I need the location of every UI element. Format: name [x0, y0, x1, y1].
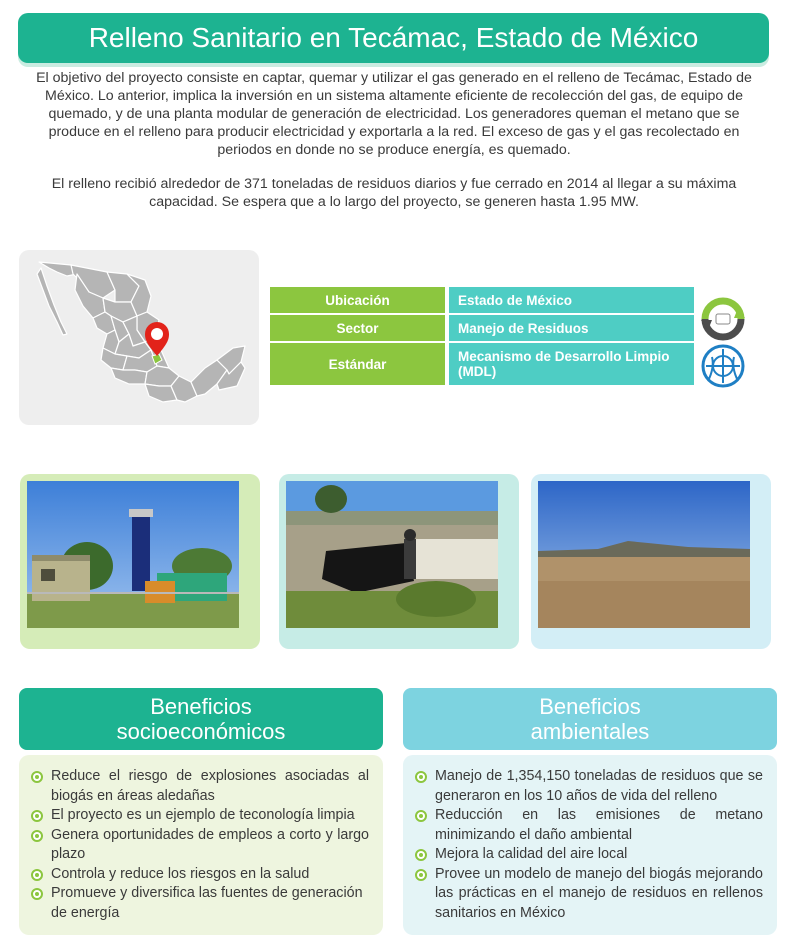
bullet-icon [31, 771, 43, 783]
bullet-icon [415, 849, 427, 861]
list-item-text: Reducción en las emisiones de metano minimizando el daño ambiental [435, 807, 763, 843]
header-line-2: socioeconómicos [116, 719, 286, 744]
info-row-sector [270, 315, 694, 341]
list-item-text: Manejo de 1,354,150 toneladas de residuos que se generaron en los 10 años de vida del relleno [435, 768, 763, 804]
info-row-standard [270, 343, 694, 385]
list-item [415, 767, 763, 806]
intro-text [24, 69, 764, 227]
photo-closed-landfill [531, 474, 771, 649]
location-map [19, 250, 259, 425]
bullet-icon [415, 771, 427, 783]
bullet-icon [415, 869, 427, 881]
photo-gas-collection [279, 474, 519, 649]
bullet-icon [31, 888, 43, 900]
bullet-icon [415, 810, 427, 822]
info-key: Ubicación [270, 287, 449, 313]
header-line-2: ambientales [530, 719, 650, 744]
photo-biogas-plant [20, 474, 260, 649]
info-value: Estado de México [449, 287, 694, 313]
list-item [31, 865, 369, 885]
list-item-text: Controla y reduce los riesgos en la salud [51, 865, 310, 882]
environmental-benefits-header [403, 688, 777, 750]
list-item-text: Provee un modelo de manejo del biogás mejorando las prácticas en el manejo de residuos en rellenos sanitarios en México [435, 865, 763, 921]
list-item-text: Genera oportunidades de empleos a corto y largo plazo [51, 826, 369, 862]
mexico-map [19, 250, 259, 425]
un-emblem-icon [700, 343, 746, 394]
list-item [31, 826, 369, 865]
page-title: Relleno Sanitario en Tecámac, Estado de México [18, 13, 769, 63]
recycle-icon [700, 296, 746, 347]
environmental-benefits-list [403, 755, 777, 935]
bullet-icon [31, 869, 43, 881]
project-info-table [270, 285, 694, 387]
info-row-location [270, 287, 694, 313]
header-line-1: Beneficios [150, 694, 252, 719]
intro-paragraph-2: El relleno recibió alrededor de 371 toneladas de residuos diarios y fue cerrado en 2014 al llegar a su máxima capacidad. Se espera que a lo largo del proyecto, se generen hasta 1.95 MW. [51, 176, 737, 210]
socioeconomic-benefits-list [19, 755, 383, 935]
list-item [31, 884, 369, 923]
list-item [31, 806, 369, 826]
list-item-text: El proyecto es un ejemplo de teconología limpia [51, 807, 355, 823]
info-key: Estándar [270, 343, 449, 385]
list-item [415, 865, 763, 924]
header-line-1: Beneficios [539, 694, 641, 719]
list-item [31, 767, 369, 806]
socioeconomic-benefits-header [19, 688, 383, 750]
list-item [415, 845, 763, 865]
list-item-text: Reduce el riesgo de explosiones asociadas al biogás en áreas aledañas [51, 768, 369, 804]
list-item-text: Promueve y diversifica las fuentes de generación de energía [51, 885, 363, 921]
info-value: Mecanismo de Desarrollo Limpio (MDL) [449, 343, 694, 385]
intro-paragraph-1: El objetivo del proyecto consiste en captar, quemar y utilizar el gas generado en el relleno de Tecámac, Estado de México. Lo anterior, implica la inversión en un sistema altamente eficiente de recolección del gas, de equipo de quemado, y de una planta modular de generación de electricidad. Los generadores queman el metano que se produce en el relleno para producir electricidad y exportarla a la red. El exceso de gas y el gas recolectado en periodos en donde no se produce energía, es quemado. [36, 70, 752, 158]
info-value: Manejo de Residuos [449, 315, 694, 341]
bullet-icon [31, 810, 43, 822]
bullet-icon [31, 830, 43, 842]
info-key: Sector [270, 315, 449, 341]
list-item-text: Mejora la calidad del aire local [435, 846, 628, 862]
list-item [415, 806, 763, 845]
